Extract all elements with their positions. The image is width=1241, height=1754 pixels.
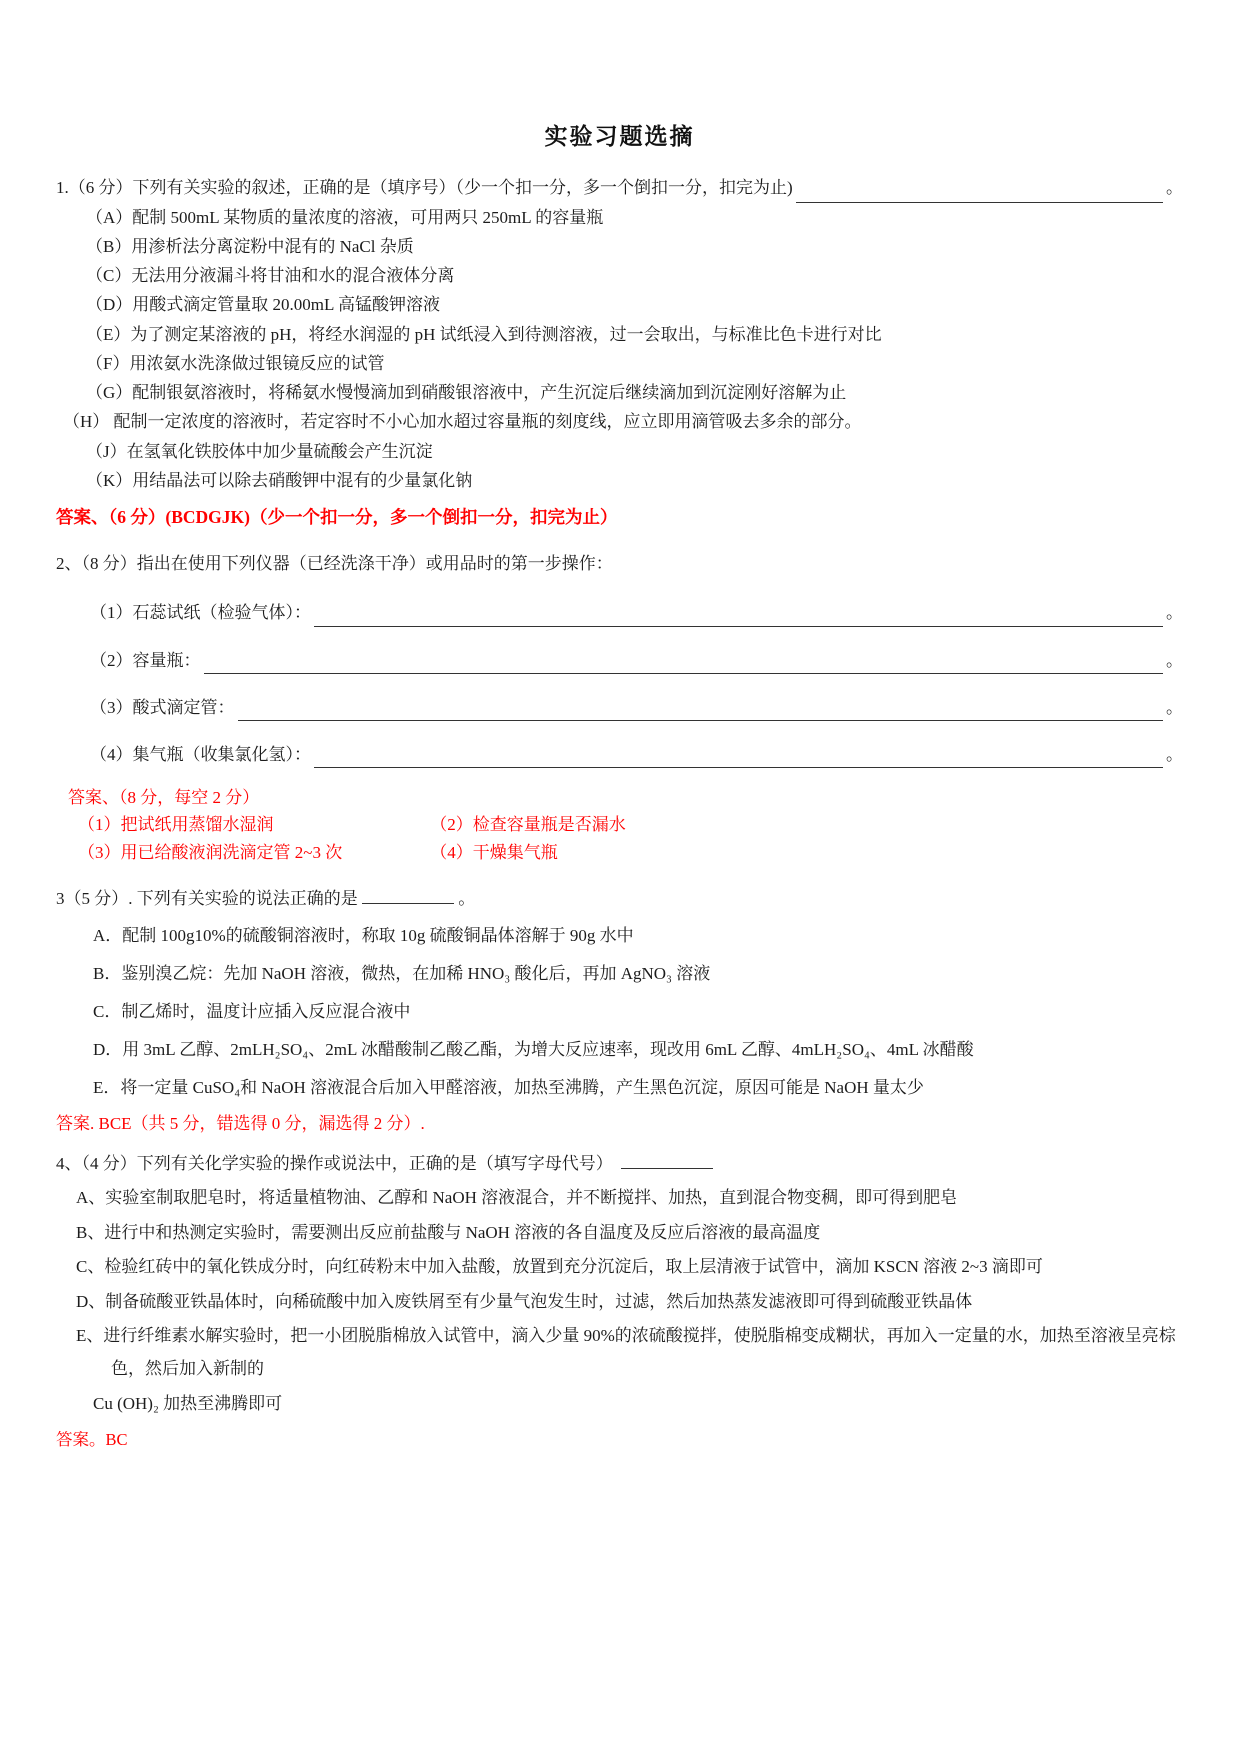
q3-stem-period: 。	[458, 889, 476, 909]
q1-options	[56, 203, 1183, 495]
q3-options	[56, 919, 1183, 1105]
q4-stem	[56, 1148, 1183, 1180]
q3-option-e: E．将一定量 CuSO₄和 NaOH 溶液混合后加入甲醛溶液，加热至沸腾，产生黑色沉淀，原因可能是 NaOH 量太少	[93, 1078, 924, 1098]
q3-option-c: C．制乙烯时，温度计应插入反应混合液中	[93, 1002, 411, 1022]
q1-option-c: （C）无法用分液漏斗将甘油和水的混合液体分离	[86, 266, 455, 286]
q2-item-4-blank[interactable]	[314, 749, 1163, 769]
q3-option-b: B．鉴别溴乙烷：先加 NaOH 溶液，微热，在加稀 HNO₃ 酸化后，再加 AgNO₃ 溶液	[93, 964, 711, 984]
q2-item-3-period: 。	[1166, 697, 1183, 717]
q4-option-e: E、进行纤维素水解实验时，把一小团脱脂棉放入试管中，滴入少量 90%的浓硫酸搅拌，使脱脂棉变成糊状，再加入一定量的水，加热至溶液呈亮棕色，然后加入新制的	[76, 1326, 1176, 1379]
q2-item-1-blank[interactable]	[314, 607, 1163, 627]
q2-answer-2: （2）检查容量瓶是否漏水	[430, 815, 626, 835]
q1-option-h: （H） 配制一定浓度的溶液时，若定容时不小心加水超过容量瓶的刻度线，应立即用滴管吸去多余的部分。	[63, 412, 862, 432]
q2-item-2-period: 。	[1166, 650, 1183, 670]
q2-answer-4: （4）干燥集气瓶	[430, 842, 558, 862]
q4-answer-blank[interactable]	[621, 1152, 713, 1169]
q2-item-3	[56, 694, 1183, 721]
q2-stem: 2、（8 分）指出在使用下列仪器（已经洗涤干净）或用品时的第一步操作：	[56, 553, 613, 573]
q1-answer-blank[interactable]	[796, 183, 1163, 203]
q2-answer-1: （1）把试纸用蒸馏水湿润	[78, 815, 274, 835]
q2-answer-row-2	[56, 839, 1183, 867]
q4-option-b: B、进行中和热测定实验时，需要测出反应前盐酸与 NaOH 溶液的各自温度及反应后溶液的最高温度	[76, 1222, 821, 1242]
q1-answer: 答案、（6 分）(BCDGJK)（少一个扣一分，多一个倒扣一分，扣完为止）	[56, 507, 618, 528]
q2-item-2-label: （2）容量瓶：	[90, 650, 201, 670]
question-3	[56, 884, 1183, 1139]
q4-options	[56, 1182, 1183, 1420]
question-1	[56, 173, 1183, 533]
q1-option-a: （A）配制 500mL 某物质的量浓度的溶液，可用两只 250mL 的容量瓶	[86, 207, 604, 227]
q1-stem-text: 1.（6 分）下列有关实验的叙述，正确的是（填序号）（少一个扣一分，多一个倒扣一分，扣完为止)	[56, 178, 793, 197]
q2-item-1	[56, 599, 1183, 626]
page-title: 实验习题选摘	[544, 124, 695, 149]
q1-option-g: （G）配制银氨溶液时，将稀氨水慢慢滴加到硝酸银溶液中，产生沉淀后继续滴加到沉淀刚好溶解为止	[86, 383, 847, 403]
question-2	[56, 549, 1183, 867]
q3-answer-blank[interactable]	[362, 887, 454, 904]
q1-option-e: （E）为了测定某溶液的 pH，将经水润湿的 pH 试纸浸入到待测溶液，过一会取出，与标准比色卡进行对比	[86, 324, 882, 344]
q2-answer-row-1	[56, 811, 1183, 839]
question-4	[56, 1148, 1183, 1456]
q4-option-a: A、实验室制取肥皂时，将适量植物油、乙醇和 NaOH 溶液混合，并不断搅拌、加热，直到混合物变稠，即可得到肥皂	[76, 1187, 958, 1207]
q4-answer: 答案。BC	[56, 1430, 128, 1450]
q1-stem	[56, 173, 1183, 203]
q4-option-d: D、制备硫酸亚铁晶体时，向稀硫酸中加入废铁屑至有少量气泡发生时，过滤，然后加热蒸发滤液即可得到硫酸亚铁晶体	[76, 1291, 973, 1311]
q2-item-3-label: （3）酸式滴定管：	[90, 697, 235, 717]
q1-option-f: （F）用浓氨水洗涤做过银镜反应的试管	[86, 353, 385, 373]
q2-item-2-blank[interactable]	[204, 654, 1164, 674]
q3-option-d: D．用 3mL 乙醇、2mLH₂SO₄、2mL 冰醋酸制乙酸乙酯，为增大反应速率，现改用 6mL 乙醇、4mLH₂SO₄、4mL 冰醋酸	[93, 1040, 974, 1060]
q4-stem-text: 4、（4 分）下列有关化学实验的操作或说法中，正确的是（填写字母代号）	[56, 1153, 613, 1173]
q2-item-4-label: （4）集气瓶（收集氯化氢）：	[90, 745, 311, 764]
q2-item-1-period: 。	[1166, 603, 1183, 623]
q4-option-c: C、检验红砖中的氧化铁成分时，向红砖粉末中加入盐酸，放置到充分沉淀后，取上层清液于试管中，滴加 KSCN 溶液 2~3 滴即可	[76, 1257, 1043, 1277]
q3-stem-text: 3（5 分）. 下列有关实验的说法正确的是	[56, 889, 358, 909]
q1-option-k: （K）用结晶法可以除去硝酸钾中混有的少量氯化钠	[86, 470, 473, 490]
q3-option-a: A．配制 100g10%的硫酸铜溶液时，称取 10g 硫酸铜晶体溶解于 90g 水中	[93, 926, 634, 946]
q2-answer-3: （3）用已给酸液润洗滴定管 2~3 次	[78, 842, 343, 862]
q2-item-3-blank[interactable]	[238, 701, 1164, 721]
q2-item-4	[56, 741, 1183, 768]
q1-option-j: （J）在氢氧化铁胶体中加少量硫酸会产生沉淀	[86, 441, 433, 461]
q4-option-e-continuation: Cu (OH)₂ 加热至沸腾即可	[93, 1393, 283, 1413]
q3-answer: 答案. BCE（共 5 分，错选得 0 分，漏选得 2 分）.	[56, 1114, 425, 1134]
q2-item-4-period: 。	[1166, 745, 1183, 764]
q2-answer-head: 答案、（8 分，每空 2 分）	[68, 788, 260, 808]
q3-stem	[56, 884, 1183, 915]
q1-option-b: （B）用渗析法分离淀粉中混有的 NaCl 杂质	[86, 236, 414, 256]
q2-item-2	[56, 647, 1183, 674]
q2-item-1-label: （1）石蕊试纸（检验气体）：	[90, 603, 311, 623]
q1-stem-period: 。	[1166, 178, 1183, 197]
q1-option-d: （D）用酸式滴定管量取 20.00mL 高锰酸钾溶液	[86, 295, 441, 315]
